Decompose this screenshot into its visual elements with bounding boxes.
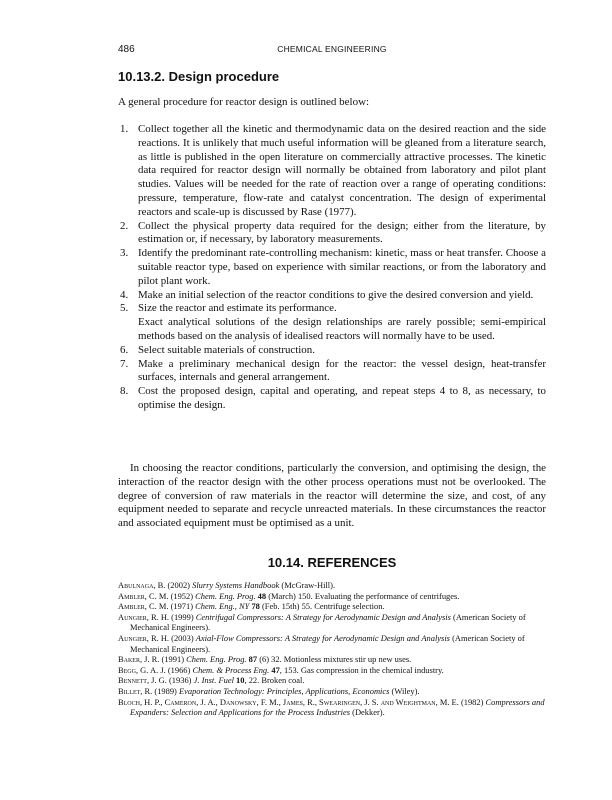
ref-author: Aungier, R. H. [118,632,170,643]
step-number: 7. [120,357,129,370]
procedure-step [120,343,546,358]
step-text: Collect together all the kinetic and thermodynamic data on the desired reaction and the side reactions. It is unlikely that much useful information will be gleaned from a literature search, as little is published in the open literature on commercially attractive processes. The kinetic data required for reactor design will normally be obtained from laboratory and pilot plant studies. Values will be needed for the rate of reaction over a range of operating conditions: pressure, temperature, flow-rate and catalyst concentration. The design of experimental reactors and scale-up is discussed by Rase (1977). [138,123,546,218]
ref-tail: (Feb. 15th) 55. Centrifuge selection. [259,601,385,612]
ref-title: Chem. Eng. Prog. [195,590,256,601]
references-heading: 10.14. REFERENCES [267,555,397,570]
ref-tail: (March) 150. Evaluating the performance of centrifuges. [266,590,460,601]
ref-author: Bloch, H. P., Cameron, J. A., Danowsky, F. M., James, R., Swearingen, J. S. and Weightman, M. E. [118,696,459,707]
ref-year: (1982) [458,696,486,707]
step-number: 2. [120,219,129,232]
ref-volume: 87 [246,654,258,665]
reference-item [118,633,546,654]
step-number: 6. [120,343,129,356]
reference-item [118,580,546,591]
procedure-list [120,123,546,413]
step-text: Make a preliminary mechanical design for the reactor: the vessel design, heat-transfer surfaces, internals and general arrangement. [138,357,546,384]
ref-volume: 48 [255,590,267,601]
ref-title: Slurry Systems Handbook [192,580,280,590]
step-subtext: Exact analytical solutions of the design relationships are rarely possible; semi-empirical methods based on the analysis of idealised reactors will normally have to be used. [138,316,546,342]
ref-tail: (Wiley). [389,685,420,696]
ref-tail: , 22. Broken coal. [244,675,305,686]
ref-tail: (McGraw-Hill). [279,580,336,590]
ref-year: (2002) [165,580,193,590]
running-header [118,44,546,58]
intro-paragraph: A general procedure for reactor design is outlined below: [118,96,370,108]
step-text: Identify the predominant rate-controlling mechanism: kinetic, mass or heat transfer. Choose a suitable reactor type, based on experience with similar reactions, or from the laboratory and pilot plant work. [138,247,546,287]
reference-item [118,686,546,697]
ref-author: Ambler, C. M. [118,601,169,612]
ref-year: (1971) [168,601,196,612]
step-number: 1. [120,123,129,135]
ref-year: (2003) [169,632,196,643]
reference-item [118,601,546,612]
step-number: 8. [120,385,129,398]
ref-volume: 47 [269,664,280,675]
page-number: 486 [118,44,135,55]
ref-year: (1952) [168,590,196,601]
procedure-step [120,247,546,288]
ref-year: (1936) [166,675,194,686]
ref-title: Chem. & Process Eng. [192,664,270,675]
ref-tail: (American Society of Mechanical Engineers). [130,611,526,633]
reference-item [118,697,546,718]
procedure-step [120,302,546,343]
step-text: Cost the proposed design, capital and operating, and repeat steps 4 to 8, as necessary, to optimise the design. [138,385,546,411]
ref-author: Ambler, C. M. [118,590,169,601]
ref-author: Baker, J. R. [118,654,160,665]
procedure-step [120,385,546,413]
ref-title: J. Inst. Fuel [193,675,234,686]
ref-year: (1966) [165,664,193,675]
ref-title: Centrifugal Compressors: A Strategy for Aerodynamic Design and Analysis [195,611,451,622]
ref-year: (1999) [169,611,196,622]
ref-title: Evaporation Technology: Principles, Applications, Economics [178,685,390,696]
procedure-step [120,123,546,220]
procedure-step [120,288,546,303]
reference-list [118,580,546,718]
ref-title: Chem. Eng. Prog. [186,654,247,665]
section-heading: 10.13.2. Design procedure [118,69,280,84]
ref-year: (1989) [152,685,179,696]
step-text: Select suitable materials of construction. [138,343,315,356]
step-text: Collect the physical property data required for the design; either from the literature, by estimation or, if necessary, by laboratory measurements. [138,219,546,246]
ref-author: Billet, R. [118,685,153,696]
ref-title: Chem. Eng., NY [195,601,250,612]
closing-paragraph: In choosing the reactor conditions, particularly the conversion, and optimising the design, the interaction of the reactor design with the other process operations must not be overlooked. The degree of conversion of raw materials in the reactor will determine the size, and cost, of any equipment needed to separate and recycle unreacted materials. In these circumstances the reactor and associated equipment must be optimised as a unit. [118,462,546,530]
procedure-step [120,219,546,248]
ref-author: Bennett, J. G. [118,675,167,686]
ref-tail: , 153. Gas compression in the chemical industry. [279,664,444,675]
ref-volume: 10 [233,675,245,686]
reference-item [118,591,546,602]
step-number: 4. [120,288,129,301]
step-number: 5. [120,302,129,315]
ref-tail: (6) 32. Motionless mixtures stir up new uses. [257,654,412,665]
ref-year: (1991) [159,654,187,665]
reference-item [118,665,546,676]
reference-item [118,654,546,665]
step-text: Make an initial selection of the reactor conditions to give the desired conversion and yield. [138,288,534,301]
ref-volume: 78 [249,601,260,612]
ref-author: Aungier, R. H. [118,611,170,622]
ref-author: Begg, G. A. J. [118,664,166,675]
running-head: CHEMICAL ENGINEERING [277,44,387,54]
ref-title: Compressors and Expanders: Selection and Applications for the Process Industries [130,696,545,718]
ref-author: Abulnaga, B. [118,580,166,590]
ref-title: Axial-Flow Compressors: A Strategy for Aerodynamic Design and Analysis [195,632,450,643]
step-number: 3. [120,247,129,260]
ref-tail: (American Society of Mechanical Engineers). [130,632,525,654]
step-text: Size the reactor and estimate its performance. [138,302,337,315]
procedure-step [120,357,546,386]
reference-item [118,612,546,633]
ref-tail: (Dekker). [350,707,385,718]
reference-item [118,675,546,686]
